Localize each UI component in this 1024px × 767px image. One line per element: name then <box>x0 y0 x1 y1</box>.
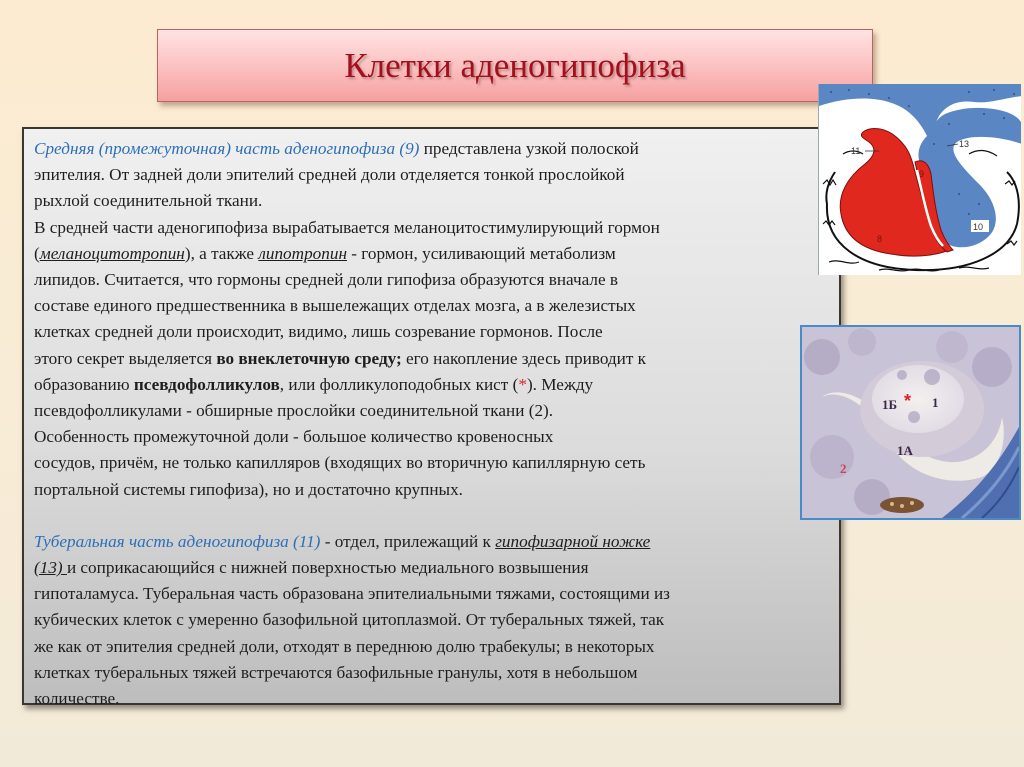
pituitary-diagram <box>818 84 1021 275</box>
text-line: клетках туберальных тяжей встречаются базофильные гранулы, хотя в небольшом <box>34 662 638 682</box>
text-span: , или фолликулоподобных кист ( <box>279 374 519 394</box>
micrograph-asterisk: * <box>904 391 912 411</box>
text-line: псевдофолликулами - обширные прослойки соединительной ткани (2). <box>34 401 554 421</box>
paragraph-intermediate-lobe <box>34 136 824 503</box>
paragraph-gap <box>34 503 829 529</box>
text-line: липидов. Считается, что гормоны средней доли гипофиза образуются вначале в <box>34 270 619 290</box>
content-text-box <box>22 127 841 709</box>
slide-title: Клетки аденогипофиза <box>344 45 686 85</box>
text-span: этого секрет выделяется <box>34 348 217 368</box>
text-line: портальной системы гипофиза), но и достаточно крупных. <box>34 479 463 499</box>
bold-term-extracellular: во внеклеточную среду; <box>216 348 402 368</box>
term-label-13: (13) <box>34 558 67 578</box>
text-line: составе единого предшественника в вышележащих отделах мозга, а в железистых <box>34 296 636 316</box>
paragraph-tuberal-part <box>34 529 824 712</box>
text-line: количестве. <box>34 689 120 709</box>
pituitary-diagram-graphic <box>819 84 1021 275</box>
micrograph-image <box>800 325 1021 520</box>
micrograph-label-2: 2 <box>840 461 847 476</box>
text-span: - отдел, прилежащий к <box>320 531 496 551</box>
title-box <box>157 29 873 102</box>
diagram-label-13: 13 <box>959 139 970 149</box>
diagram-label-11: 11 <box>851 146 861 156</box>
text-line: же как от эпителия средней доли, отходят в переднюю долю трабекулы; в некоторых <box>34 636 655 656</box>
text-line <box>34 346 824 372</box>
term-pituitary-stalk: гипофизарной ножке <box>495 531 651 551</box>
text-line: сосудов, причём, не только капилляров (входящих во вторичную капиллярную сеть <box>34 453 646 473</box>
term-lipotropin: липотропин <box>258 243 347 263</box>
text-span: представлена узкой полоской <box>419 139 639 158</box>
text-line <box>34 241 824 267</box>
section-heading-intermediate: Средняя (промежуточная) часть аденогипофиза (9) <box>34 139 420 158</box>
text-line: Особенность промежуточной доли - большое количество кровеносных <box>34 427 554 447</box>
text-line <box>34 136 824 162</box>
micrograph-label-1: 1 <box>932 395 939 410</box>
section-heading-tuberal: Туберальная часть аденогипофиза (11) <box>34 531 321 551</box>
micrograph-label-1a: 1А <box>897 443 913 458</box>
micrograph-graphic <box>802 327 1019 518</box>
diagram-label-9: 9 <box>919 169 925 179</box>
text-line <box>34 555 824 581</box>
text-line: клетках средней доли происходит, видимо, лишь созревание гормонов. После <box>34 322 603 342</box>
text-span: ). Между <box>526 374 594 394</box>
text-span: его накопление здесь приводит к <box>401 348 647 368</box>
diagram-label-8: 8 <box>877 234 883 244</box>
text-span: - гормон, усиливающий метаболизм <box>346 243 616 263</box>
diagram-label-10: 10 <box>973 222 984 232</box>
text-span: и соприкасающийся с нижней поверхностью медиального возвышения <box>66 558 589 578</box>
bold-term-pseudofollicles: псевдофолликулов <box>133 374 280 394</box>
text-line: эпителия. От задней доли эпителий средней доли отделяется тонкой прослойкой <box>34 165 625 185</box>
micrograph-label-1b: 1Б <box>882 397 898 412</box>
text-span: ), а также <box>184 243 259 263</box>
text-line <box>34 372 824 398</box>
text-line: кубических клеток с умеренно базофильной цитоплазмой. От туберальных тяжей, так <box>34 610 665 630</box>
asterisk-marker: * <box>518 374 527 394</box>
text-line <box>34 529 824 555</box>
text-line: гипоталамуса. Туберальная часть образована эпителиальными тяжами, состоящими из <box>34 584 670 604</box>
term-melanocytotropin: меланоцитотропин <box>39 243 185 263</box>
text-line: рыхлой соединительной ткани. <box>34 191 263 211</box>
text-span: образованию <box>34 374 134 394</box>
text-line: В средней части аденогипофиза вырабатывается меланоцитостимулирующий гормон <box>34 217 660 237</box>
text-span: ( <box>34 243 40 263</box>
